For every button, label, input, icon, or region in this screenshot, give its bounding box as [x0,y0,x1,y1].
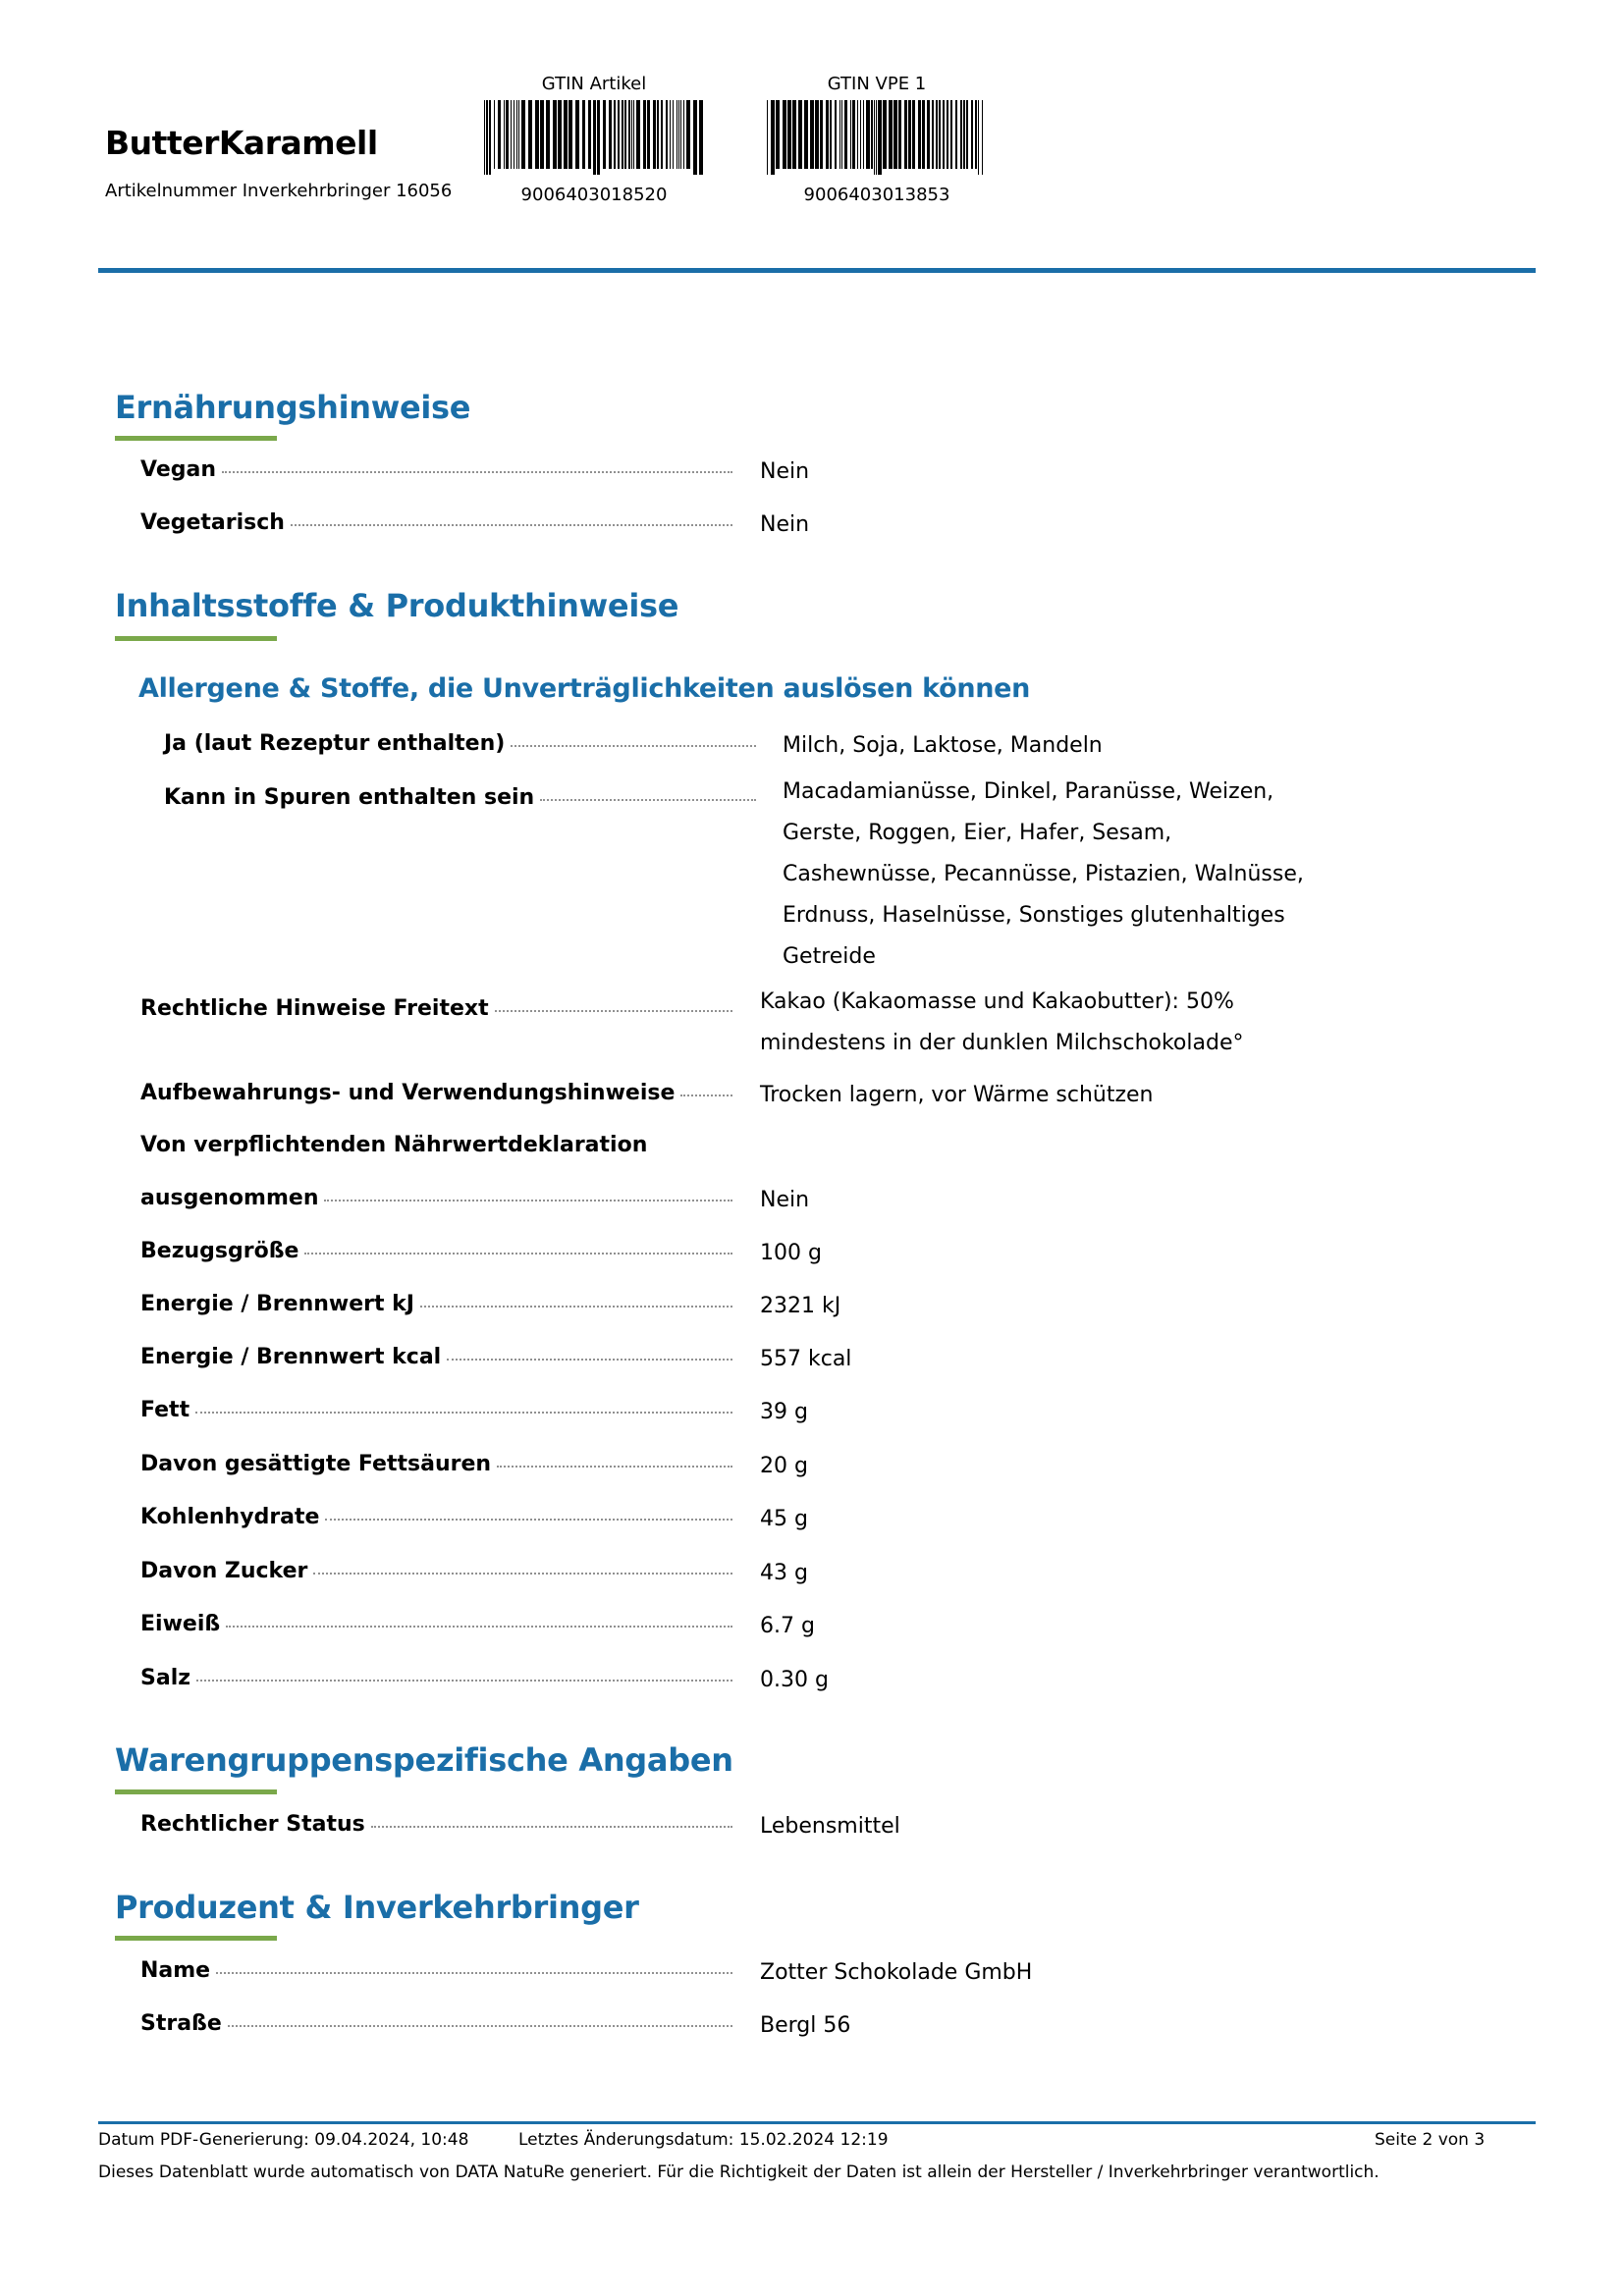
barcode-label: GTIN Artikel [541,74,647,94]
footer-divider [98,2121,1536,2124]
row-value-producer-name: Zotter Schokolade GmbH [760,1960,1033,1985]
section-heading-producer: Produzent & Inverkehrbringer [115,1889,639,1926]
sub-heading-allergens: Allergene & Stoffe, die Unverträglichkeiten auslösen können [138,673,1031,704]
barcode-icon [763,100,991,175]
row-value-exempt: Nein [760,1188,810,1212]
barcode-label: GTIN VPE 1 [827,74,927,94]
section-underline [115,436,277,441]
row-value-legal-status: Lebensmittel [760,1814,900,1839]
row-label-exempt-line1: Von verpflichtenden Nährwertdeklaration [140,1133,648,1157]
row-label-allergens-contained: Ja (laut Rezeptur enthalten) [164,731,756,756]
row-label-nutrient: Davon gesättigte Fettsäuren [140,1452,732,1476]
section-heading-ingredients: Inhaltsstoffe & Produkthinweise [115,587,679,624]
row-label-nutrient: Eiweiß [140,1612,732,1636]
row-value-nutrient: 43 g [760,1561,808,1585]
barcode-gtin-vpe [749,75,1004,205]
section-underline [115,1936,277,1941]
row-label-storage: Aufbewahrungs- und Verwendungshinweise [140,1081,732,1105]
row-value-nutrient: 557 kcal [760,1347,852,1371]
row-value-producer-street: Bergl 56 [760,2013,851,2038]
row-value-allergens-contained: Milch, Soja, Laktose, Mandeln [783,733,1103,758]
header-divider [98,268,1536,273]
row-label-nutrient: Energie / Brennwert kJ [140,1292,732,1316]
row-value-nutrient: 45 g [760,1507,808,1531]
section-underline [115,636,277,641]
row-label-exempt: ausgenommen [140,1186,732,1210]
row-label-nutrient: Energie / Brennwert kcal [140,1345,732,1369]
section-heading-nutrition: Ernährungshinweise [115,389,471,426]
row-value-vegetarisch: Nein [760,512,810,537]
barcode-gtin-artikel [466,75,722,205]
row-label-vegetarisch: Vegetarisch [140,510,732,535]
row-value-storage: Trocken lagern, vor Wärme schützen [760,1083,1154,1107]
section-underline [115,1789,277,1794]
row-value-nutrient: 100 g [760,1241,822,1265]
section-heading-category: Warengruppenspezifische Angaben [115,1741,733,1779]
footer-modified-date: Letztes Änderungsdatum: 15.02.2024 12:19 [518,2130,889,2150]
row-value-nutrient: 39 g [760,1400,808,1424]
row-label-legal-status: Rechtlicher Status [140,1812,732,1837]
row-label-nutrient: Davon Zucker [140,1559,732,1583]
footer-generated-date: Datum PDF-Generierung: 09.04.2024, 10:48 [98,2130,469,2150]
row-value-nutrient: 0.30 g [760,1668,829,1692]
row-value-nutrient: 6.7 g [760,1614,815,1638]
row-label-legal-text: Rechtliche Hinweise Freitext [140,996,732,1021]
footer-page-number: Seite 2 von 3 [1375,2130,1486,2150]
barcode-number: 9006403018520 [520,185,668,205]
row-label-vegan: Vegan [140,457,732,482]
barcode-number: 9006403013853 [803,185,950,205]
product-title: ButterKaramell [105,124,378,162]
row-value-nutrient: 20 g [760,1454,808,1478]
row-label-allergens-traces: Kann in Spuren enthalten sein [164,785,756,810]
article-number: Artikelnummer Inverkehrbringer 16056 [105,181,453,201]
row-label-nutrient: Salz [140,1666,732,1690]
row-label-nutrient: Bezugsgröße [140,1239,732,1263]
row-label-nutrient: Fett [140,1398,732,1422]
barcode-icon [480,100,708,175]
row-label-producer-name: Name [140,1958,732,1983]
row-label-producer-street: Straße [140,2011,732,2036]
footer-disclaimer: Dieses Datenblatt wurde automatisch von DATA NatuRe generiert. Für die Richtigkeit der Daten ist allein der Hersteller / Inverkehrbringer verantwortlich. [98,2163,1380,2182]
row-value-legal-text: Kakao (Kakaomasse und Kakaobutter): 50% mindestens in der dunklen Milchschokolade° [760,989,1244,1055]
row-label-nutrient: Kohlenhydrate [140,1505,732,1529]
row-value-vegan: Nein [760,459,810,484]
row-value-nutrient: 2321 kJ [760,1294,841,1318]
row-value-allergens-traces: Macadamianüsse, Dinkel, Paranüsse, Weizen, Gerste, Roggen, Eier, Hafer, Sesam, Cashewnüsse, Pecannüsse, Pistazien, Walnüsse, Erdnuss, Haselnüsse, Sonstiges glutenhaltiges Getreide [783,779,1304,969]
